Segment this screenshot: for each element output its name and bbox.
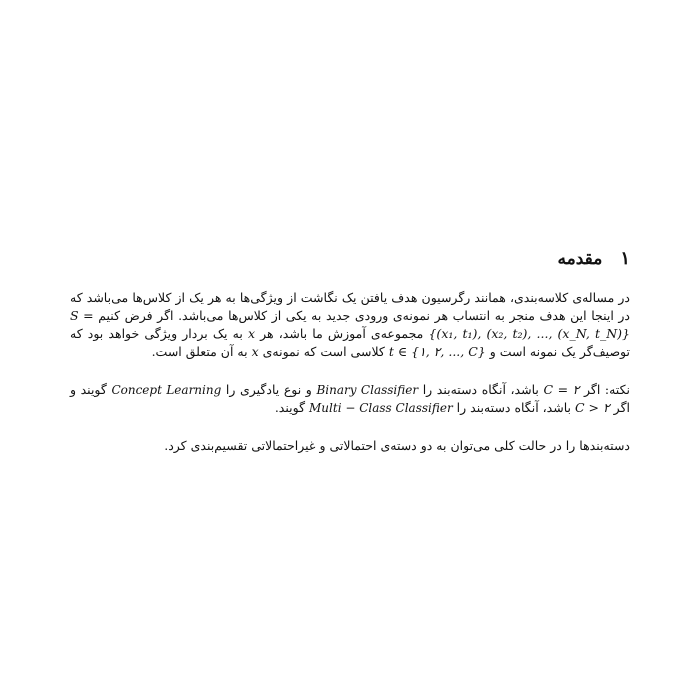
para1-text-c: به یک بردار ویژگی خواهد بود که توصیف‌گر یک نمونه است و (70, 326, 630, 359)
para1-text-b: مجموعه‌ی آموزش ما باشد، هر (260, 326, 424, 341)
paragraph-definition (70, 289, 630, 361)
para2-text-f: گویند. (274, 400, 306, 415)
document-body (70, 248, 630, 455)
t-set-formula: t ∈ {۱, ۲, ..., C} (388, 344, 486, 359)
binary-classifier-term: Binary Classifier (316, 383, 419, 397)
x-variable-2: x (251, 344, 259, 359)
para2-text-d: گویند و اگر (70, 382, 630, 415)
section-title: مقدمه (557, 249, 603, 269)
para1-text-e: به آن متعلق است. (151, 344, 248, 359)
paragraph-categories: دسته‌بندها را در حالت کلی می‌توان به دو دسته‌ی احتمالاتی و غیراحتمالاتی تقسیم‌بندی کرد. (164, 438, 630, 453)
concept-learning-term: Concept Learning (111, 383, 222, 397)
para2-text-a: نکته: اگر (583, 382, 630, 397)
section-number: ۱ (620, 248, 630, 269)
para2-text-e: باشد، آنگاه دسته‌بند را (456, 400, 571, 415)
training-set-formula: S = {(x₁, t₁), (x₂, t₂), ..., (x_N, t_N)} (70, 308, 631, 341)
paragraph-note (70, 381, 630, 417)
c-equals-formula: C = ۲ (543, 382, 580, 397)
section-heading (70, 248, 630, 269)
multi-class-classifier-term: Multi − Class Classifier (309, 401, 453, 415)
x-variable: x (247, 326, 256, 341)
para1-text-a: در مساله‌ی کلاسه‌بندی، همانند رگرسیون هدف یافتن یک نگاشت از ویژگی‌ها به هر یک از کلاس‌ها می‌باشد که در اینجا این هدف منجر به انتساب هر نمونه‌ی ورودی جدید به یکی از کلاس‌ها می‌باشد. اگر فرض کنیم (70, 290, 630, 323)
c-greater-formula: C > ۲ (574, 400, 610, 415)
para1-text-d: کلاسی است که نمونه‌ی (262, 344, 385, 359)
para2-text-b: باشد، آنگاه دسته‌بند را (422, 382, 539, 397)
para2-text-c: و نوع یادگیری را (225, 382, 312, 397)
